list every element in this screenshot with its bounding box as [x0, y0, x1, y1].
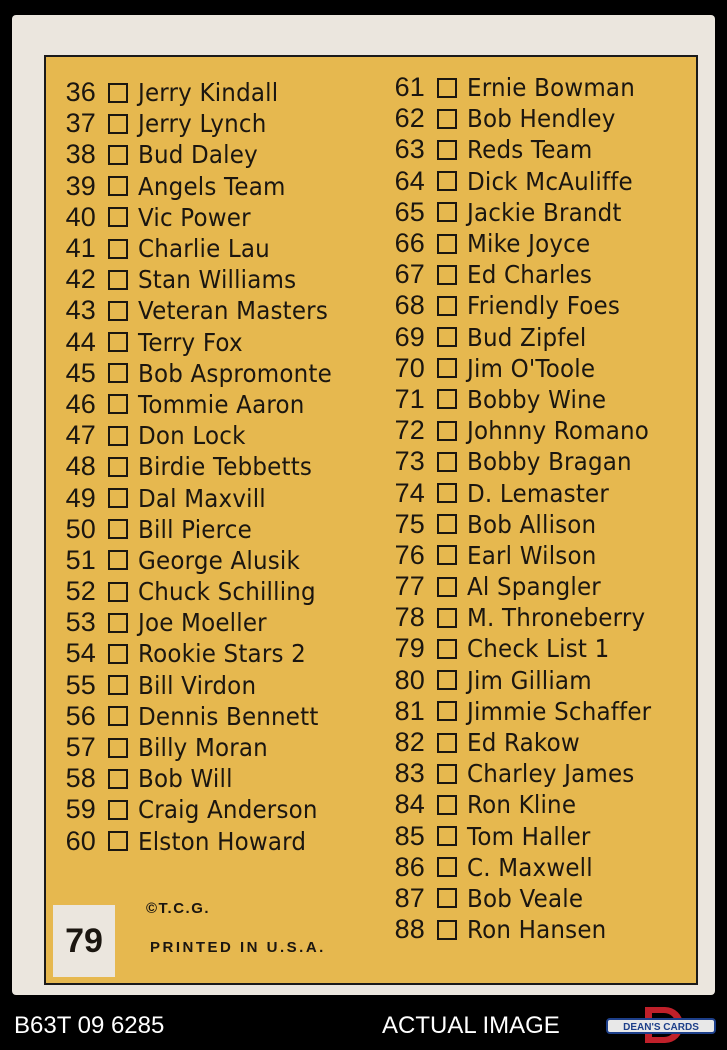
checklist-row — [62, 545, 349, 576]
checkbox[interactable] — [437, 234, 457, 254]
checkbox[interactable] — [108, 83, 128, 103]
checkbox[interactable] — [437, 857, 457, 877]
checkbox[interactable] — [437, 265, 457, 285]
player-name: Ron Hansen — [467, 915, 607, 945]
player-name: Dick McAuliffe — [467, 166, 633, 196]
checklist-row — [391, 821, 667, 852]
player-name: Billy Moran — [138, 733, 268, 763]
right-column — [391, 72, 667, 945]
player-name: Johnny Romano — [467, 416, 650, 446]
player-name: Bob Veale — [467, 883, 584, 913]
left-column — [62, 77, 349, 857]
player-name: Jim O'Toole — [467, 353, 596, 383]
player-name: George Alusik — [138, 545, 300, 575]
checklist-row — [62, 358, 349, 389]
player-name: Jim Gilliam — [467, 665, 592, 695]
player-name: Terry Fox — [138, 327, 243, 357]
player-name: M. Throneberry — [467, 603, 646, 633]
checkbox[interactable] — [437, 670, 457, 690]
card-num: 87 — [394, 882, 425, 913]
checklist-panel — [44, 55, 698, 985]
checklist-row — [391, 852, 667, 883]
checklist-row — [391, 602, 667, 633]
checkbox[interactable] — [437, 577, 457, 597]
player-name: Birdie Tebbetts — [138, 452, 313, 482]
player-name: Bob Will — [138, 764, 233, 794]
checkbox[interactable] — [437, 733, 457, 753]
player-name: Veteran Masters — [138, 296, 328, 326]
player-name: Bud Zipfel — [467, 322, 587, 352]
checklist-row — [391, 540, 667, 571]
checkbox[interactable] — [437, 296, 457, 316]
checkbox[interactable] — [437, 140, 457, 160]
copyright-text: ©T.C.G. — [146, 900, 211, 917]
card-num: 69 — [394, 321, 425, 352]
checkbox[interactable] — [437, 514, 457, 534]
checkbox[interactable] — [108, 207, 128, 227]
checkbox[interactable] — [437, 171, 457, 191]
player-name: Bob Aspromonte — [138, 358, 332, 388]
player-name: Friendly Foes — [467, 291, 621, 321]
checklist-row — [391, 322, 667, 353]
card-num: 51 — [65, 544, 96, 575]
checkbox[interactable] — [437, 826, 457, 846]
checkbox[interactable] — [108, 769, 128, 789]
checklist-row — [391, 571, 667, 602]
card-num: 38 — [65, 139, 96, 170]
card-num: 75 — [394, 508, 425, 539]
checklist-row — [391, 914, 667, 945]
player-name: Vic Power — [138, 202, 251, 232]
player-name: Ron Kline — [467, 790, 577, 820]
card-num: 60 — [65, 825, 96, 856]
card-num: 55 — [65, 669, 96, 700]
card-num: 52 — [65, 576, 96, 607]
checkbox[interactable] — [437, 920, 457, 940]
card-num: 83 — [394, 758, 425, 789]
checklist-row — [391, 415, 667, 446]
checklist-row — [391, 134, 667, 165]
card-num: 85 — [394, 820, 425, 851]
checklist-row — [62, 482, 349, 513]
checklist-row — [62, 732, 349, 763]
checklist-row — [391, 633, 667, 664]
checkbox[interactable] — [437, 608, 457, 628]
checklist-row — [62, 451, 349, 482]
card-num: 86 — [394, 851, 425, 882]
checkbox[interactable] — [437, 327, 457, 347]
player-name: Tommie Aaron — [138, 389, 305, 419]
card-num: 45 — [65, 357, 96, 388]
checklist-row — [62, 701, 349, 732]
checklist-row — [62, 794, 349, 825]
checklist-row — [62, 327, 349, 358]
player-name: Elston Howard — [138, 826, 307, 856]
card-num: 70 — [394, 352, 425, 383]
checkbox[interactable] — [108, 550, 128, 570]
checklist-row — [391, 789, 667, 820]
checklist-row — [391, 446, 667, 477]
player-name: Craig Anderson — [138, 795, 318, 825]
checklist-row — [62, 389, 349, 420]
checkbox[interactable] — [437, 202, 457, 222]
checkbox[interactable] — [437, 545, 457, 565]
checkbox[interactable] — [437, 764, 457, 784]
player-name: Bill Pierce — [138, 514, 252, 544]
card-number: 79 — [65, 921, 103, 960]
card-num: 53 — [65, 607, 96, 638]
checkbox[interactable] — [437, 109, 457, 129]
player-name: Stan Williams — [138, 265, 297, 295]
checkbox[interactable] — [437, 358, 457, 378]
checkbox[interactable] — [108, 426, 128, 446]
inventory-code: B63T 09 6285 — [14, 1012, 165, 1039]
card-num: 56 — [65, 700, 96, 731]
checkbox[interactable] — [108, 332, 128, 352]
checklist-row — [391, 259, 667, 290]
logo-text: DEAN'S CARDS — [623, 1022, 699, 1033]
player-name: Ed Rakow — [467, 728, 580, 758]
card-num: 43 — [65, 295, 96, 326]
checklist-row — [391, 290, 667, 321]
player-name: Bobby Wine — [467, 384, 607, 414]
card-num: 58 — [65, 763, 96, 794]
checklist-row — [391, 758, 667, 789]
checklist-row — [391, 197, 667, 228]
player-name: Joe Moeller — [138, 608, 267, 638]
checklist-row — [62, 295, 349, 326]
card-num: 50 — [65, 513, 96, 544]
checklist-row — [391, 477, 667, 508]
player-name: Mike Joyce — [467, 229, 591, 259]
card-num: 41 — [65, 233, 96, 264]
checklist-row — [62, 514, 349, 545]
checklist-row — [62, 576, 349, 607]
checklist-row — [62, 638, 349, 669]
checkbox[interactable] — [108, 706, 128, 726]
player-name: Dennis Bennett — [138, 701, 319, 731]
card-num: 42 — [65, 264, 96, 295]
card-num: 76 — [394, 539, 425, 570]
checklist-row — [391, 384, 667, 415]
card-num: 39 — [65, 170, 96, 201]
checklist-row — [62, 139, 349, 170]
checkbox[interactable] — [108, 831, 128, 851]
card-num: 48 — [65, 451, 96, 482]
card-num: 57 — [65, 732, 96, 763]
checklist-row — [391, 353, 667, 384]
card-num: 82 — [394, 727, 425, 758]
checklist-row — [62, 607, 349, 638]
player-name: Charlie Lau — [138, 234, 270, 264]
card-num: 81 — [394, 695, 425, 726]
checkbox[interactable] — [437, 483, 457, 503]
checkbox[interactable] — [437, 795, 457, 815]
checklist-row — [62, 420, 349, 451]
card-num: 36 — [65, 77, 96, 108]
checkbox[interactable] — [108, 644, 128, 664]
card-num: 88 — [394, 914, 425, 945]
card-num: 66 — [394, 228, 425, 259]
player-name: Jackie Brandt — [467, 197, 622, 227]
player-name: Earl Wilson — [467, 540, 597, 570]
checklist-row — [62, 108, 349, 139]
checklist-row — [62, 264, 349, 295]
player-name: Check List 1 — [467, 634, 610, 664]
checkbox[interactable] — [108, 519, 128, 539]
player-name: Charley James — [467, 759, 635, 789]
checkbox[interactable] — [437, 78, 457, 98]
player-name: Ed Charles — [467, 260, 593, 290]
checklist-row — [62, 233, 349, 264]
card-num: 84 — [394, 789, 425, 820]
player-name: Rookie Stars 2 — [138, 639, 306, 669]
deans-cards-logo — [605, 1005, 717, 1045]
checklist-row — [391, 665, 667, 696]
checklist-row — [62, 670, 349, 701]
checkbox[interactable] — [437, 639, 457, 659]
card-num: 63 — [394, 134, 425, 165]
card-num: 59 — [65, 794, 96, 825]
card-num: 64 — [394, 165, 425, 196]
checklist-row — [62, 763, 349, 794]
checklist-row — [62, 826, 349, 857]
checkbox[interactable] — [108, 176, 128, 196]
player-name: Jerry Kindall — [138, 78, 279, 108]
checkbox[interactable] — [108, 363, 128, 383]
card-num: 62 — [394, 103, 425, 134]
player-name: Ernie Bowman — [467, 73, 635, 103]
actual-image-label: ACTUAL IMAGE — [382, 1012, 560, 1039]
checklist-row — [62, 202, 349, 233]
card-number-badge — [53, 905, 115, 977]
checkbox[interactable] — [437, 701, 457, 721]
checkbox[interactable] — [108, 800, 128, 820]
checkbox[interactable] — [108, 114, 128, 134]
player-name: Dal Maxvill — [138, 483, 266, 513]
checklist-row — [391, 509, 667, 540]
card-num: 78 — [394, 602, 425, 633]
printed-in-text: PRINTED IN U.S.A. — [150, 939, 326, 956]
checklist-row — [391, 696, 667, 727]
checkbox[interactable] — [108, 582, 128, 602]
card-num: 49 — [65, 482, 96, 513]
player-name: Al Spangler — [467, 572, 601, 602]
card-num: 67 — [394, 259, 425, 290]
card-num: 73 — [394, 446, 425, 477]
checkbox[interactable] — [437, 452, 457, 472]
checkbox[interactable] — [108, 145, 128, 165]
checkbox[interactable] — [437, 421, 457, 441]
checkbox[interactable] — [437, 389, 457, 409]
checkbox[interactable] — [108, 613, 128, 633]
checkbox[interactable] — [108, 488, 128, 508]
card-num: 68 — [394, 290, 425, 321]
player-name: D. Lemaster — [467, 478, 610, 508]
checklist-row — [391, 727, 667, 758]
checklist-row — [391, 883, 667, 914]
checklist-row — [62, 171, 349, 202]
card-num: 79 — [394, 633, 425, 664]
player-name: C. Maxwell — [467, 852, 593, 882]
player-name: Bud Daley — [138, 140, 258, 170]
player-name: Jerry Lynch — [138, 109, 267, 139]
player-name: Bob Allison — [467, 509, 597, 539]
card-num: 80 — [394, 664, 425, 695]
card-num: 47 — [65, 420, 96, 451]
card-num: 77 — [394, 571, 425, 602]
player-name: Don Lock — [138, 421, 246, 451]
card-num: 40 — [65, 201, 96, 232]
checklist-row — [391, 166, 667, 197]
player-name: Jimmie Schaffer — [467, 696, 652, 726]
checkbox[interactable] — [108, 457, 128, 477]
card-num: 65 — [394, 196, 425, 227]
checklist-row — [391, 103, 667, 134]
checkbox[interactable] — [108, 239, 128, 259]
player-name: Reds Team — [467, 135, 593, 165]
player-name: Tom Haller — [467, 821, 591, 851]
card-num: 44 — [65, 326, 96, 357]
checkbox[interactable] — [108, 394, 128, 414]
card-num: 37 — [65, 108, 96, 139]
checklist-row — [62, 77, 349, 108]
card-num: 46 — [65, 388, 96, 419]
card-num: 61 — [394, 72, 425, 103]
checklist-row — [391, 72, 667, 103]
checklist-row — [391, 228, 667, 259]
player-name: Bob Hendley — [467, 104, 616, 134]
checkbox[interactable] — [108, 301, 128, 321]
player-name: Bobby Bragan — [467, 447, 632, 477]
checkbox[interactable] — [108, 738, 128, 758]
player-name: Bill Virdon — [138, 670, 257, 700]
checkbox[interactable] — [108, 270, 128, 290]
card-num: 72 — [394, 415, 425, 446]
player-name: Angels Team — [138, 171, 286, 201]
checkbox[interactable] — [437, 888, 457, 908]
player-name: Chuck Schilling — [138, 577, 316, 607]
card-num: 74 — [394, 477, 425, 508]
card-num: 71 — [394, 383, 425, 414]
checkbox[interactable] — [108, 675, 128, 695]
card-num: 54 — [65, 638, 96, 669]
